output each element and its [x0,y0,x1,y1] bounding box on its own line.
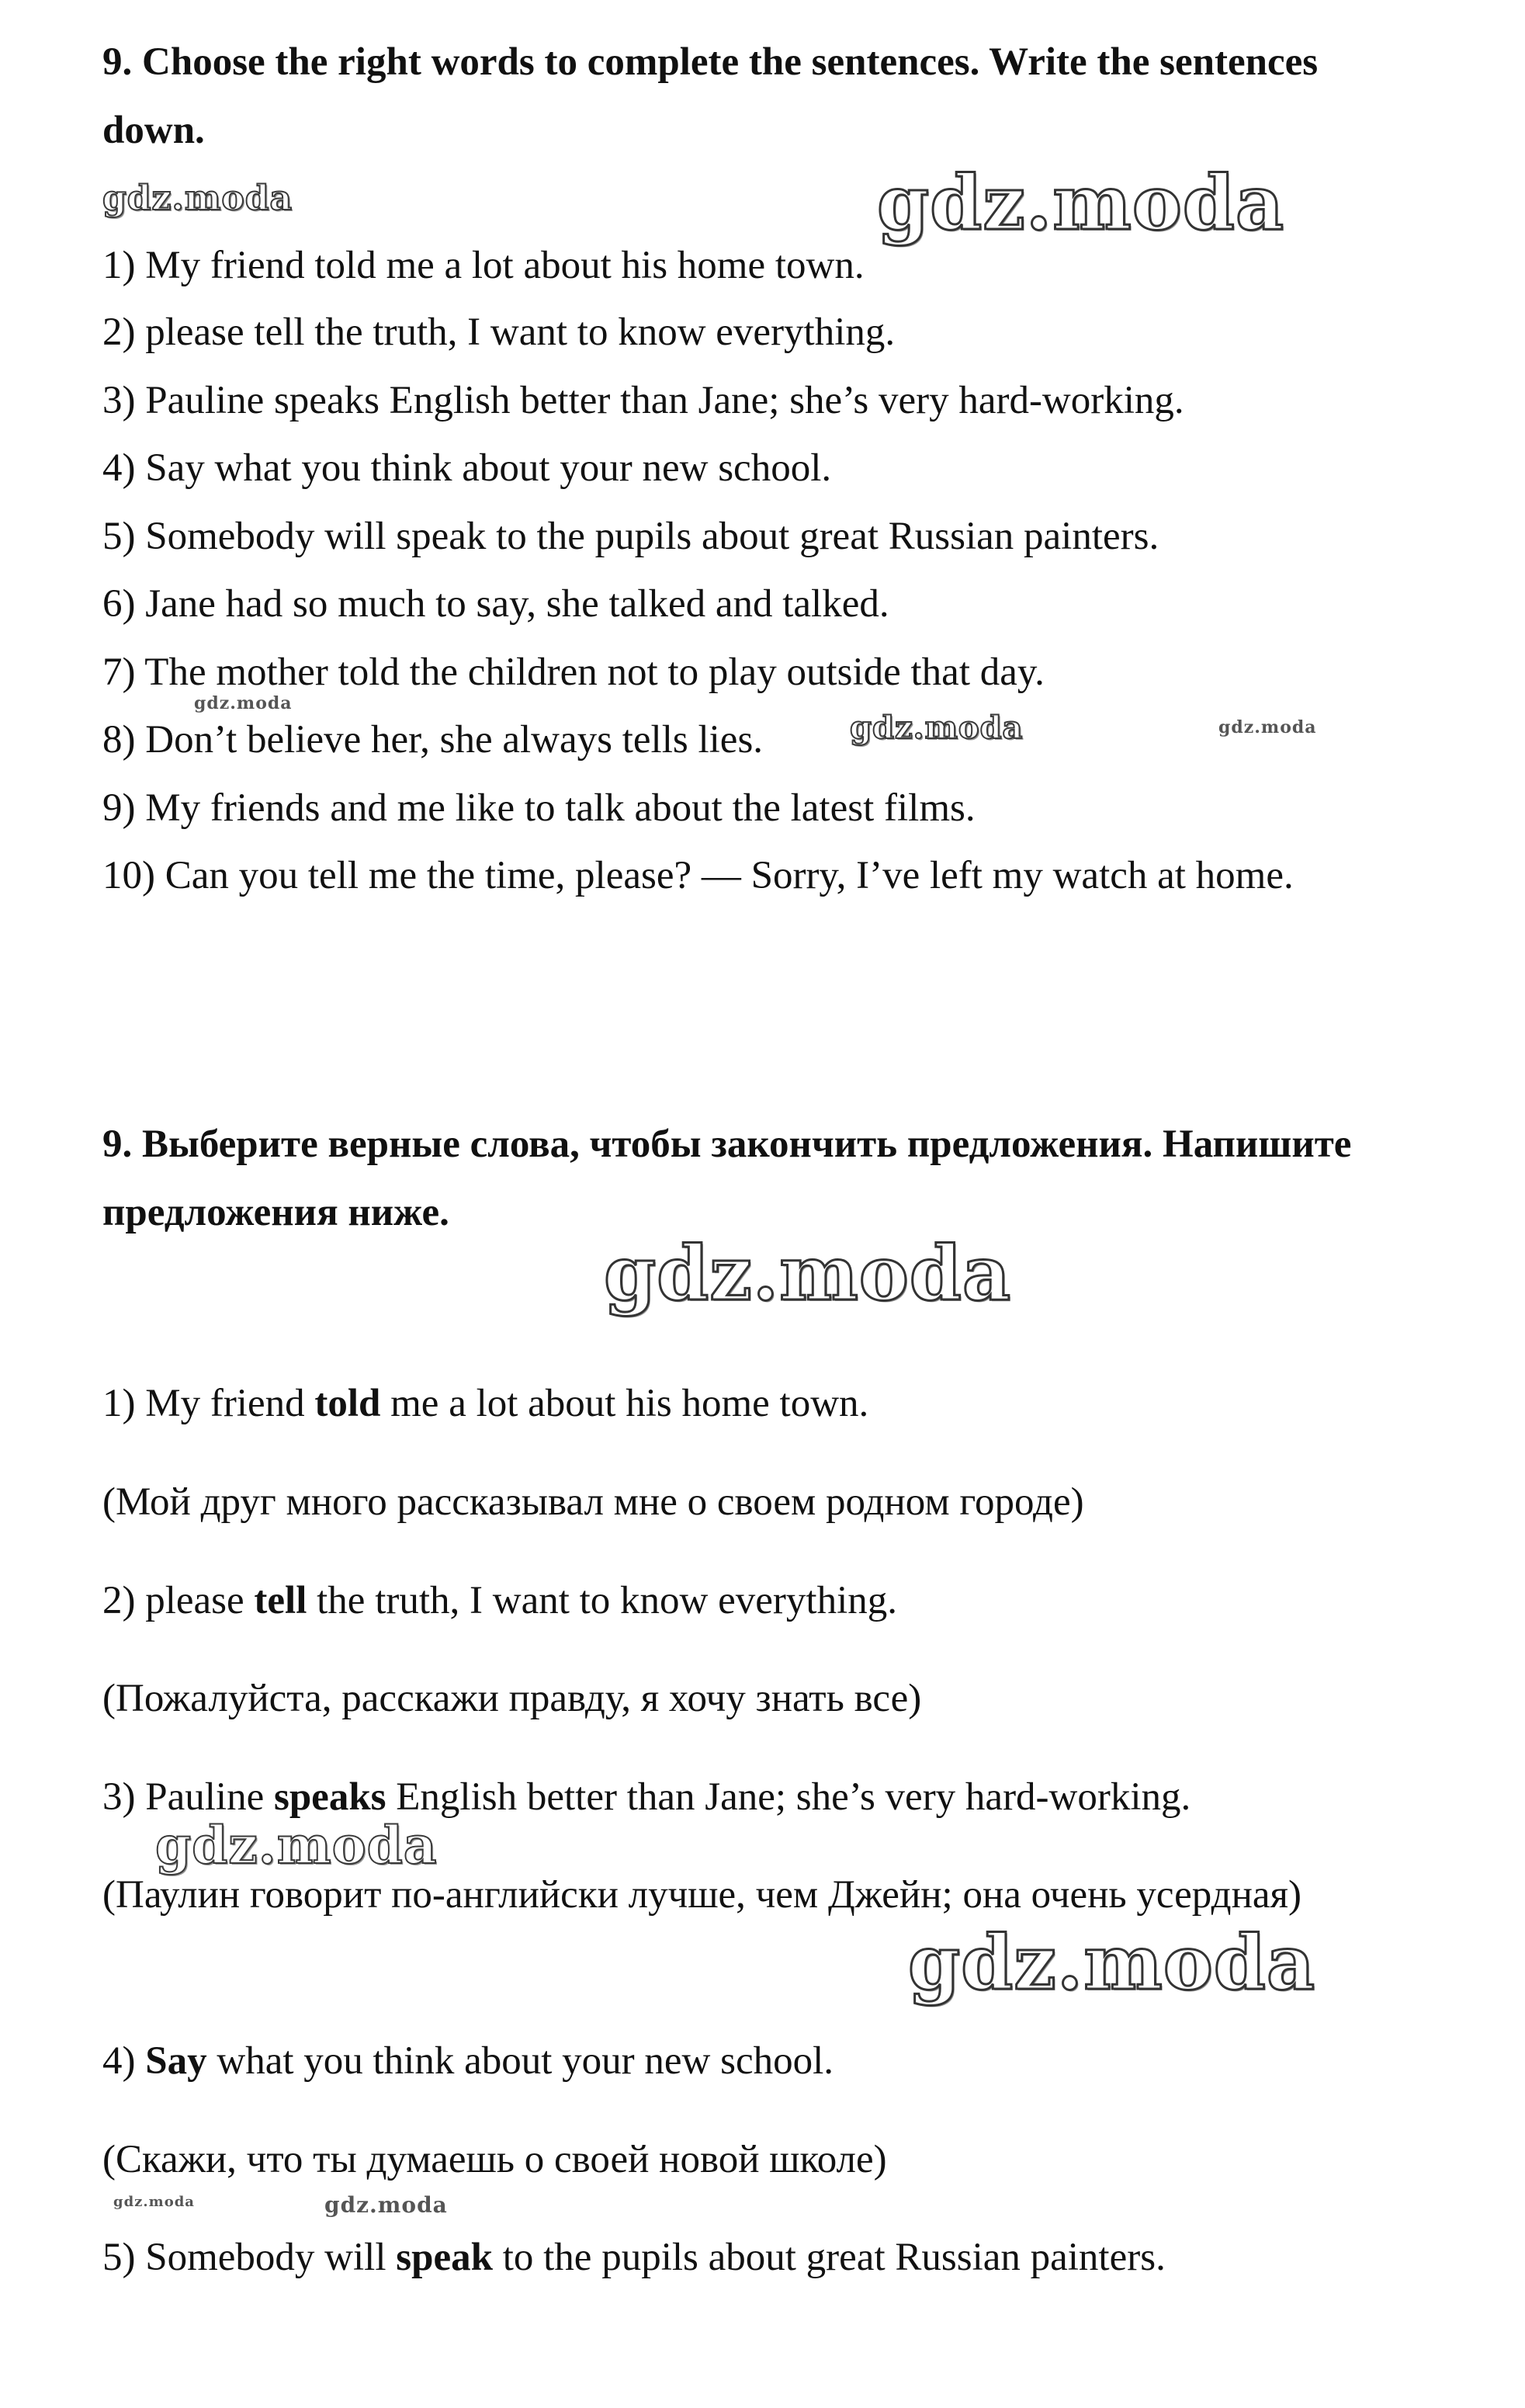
sentence-8: 8) Don’t believe her, she always tells lies. [102,718,764,762]
answer-1: 1) My friend told me a lot about his home town. [102,1382,869,1425]
answer-word: told [314,1382,381,1425]
sentence-7: 7) The mother told the children not to play outside that day. [102,651,1045,694]
sentence-2: 2) please tell the truth, I want to know everything. [102,311,896,354]
watermark: gdz.moda [850,710,1024,746]
answer-word: Say [145,2039,207,2083]
watermark: gdz.moda [113,2194,195,2210]
answer-2: 2) please tell the truth, I want to know everything. [102,1579,897,1622]
answer-5: 5) Somebody will speak to the pupils about great Russian painters. [102,2236,1166,2279]
sentence-10: 10) Can you tell me the time, please? — Sorry, I’ve left my watch at home. [102,854,1294,897]
sentence-6: 6) Jane had so much to say, she talked and talked. [102,582,889,626]
translation-1: (Мой друг много рассказывал мне о своем родном городе) [102,1480,1084,1524]
task-heading-ru: 9. Выберите верные слова, чтобы закончить предложения. Напишите предложения ниже. [102,1122,1352,1234]
watermark: gdz.moda [324,2192,448,2218]
watermark: gdz.moda [1218,717,1317,737]
answer-3: 3) Pauline speaks English better than Jane; she’s very hard-working. [102,1775,1191,1819]
translation-2: (Пожалуйста, расскажи правду, я хочу знать все) [102,1677,922,1720]
answer-word: speak [396,2236,493,2279]
answer-word: speaks [273,1775,386,1819]
sentence-9: 9) My friends and me like to talk about the latest films. [102,786,976,830]
watermark: gdz.moda [877,159,1285,247]
translation-3: (Паулин говорит по-английски лучше, чем Джейн; она очень усердная) [102,1873,1301,1917]
answer-word: tell [254,1579,307,1622]
answer-4: 4) Say what you think about your new school. [102,2039,834,2083]
watermark: gdz.moda [908,1919,1316,2007]
sentence-5: 5) Somebody will speak to the pupils about great Russian painters. [102,515,1159,558]
watermark: gdz.moda [194,693,293,713]
sentence-1: 1) My friend told me a lot about his home town. [102,244,865,287]
watermark: gdz.moda [155,1815,438,1875]
sentence-4: 4) Say what you think about your new school. [102,446,832,490]
watermark: gdz.moda [102,179,293,218]
watermark: gdz.moda [604,1230,1012,1317]
task-heading-en: 9. Choose the right words to complete the sentences. Write the sentences down. [102,40,1319,152]
translation-4: (Скажи, что ты думаешь о своей новой школе) [102,2138,887,2181]
sentence-3: 3) Pauline speaks English better than Jane; she’s very hard-working. [102,379,1184,422]
